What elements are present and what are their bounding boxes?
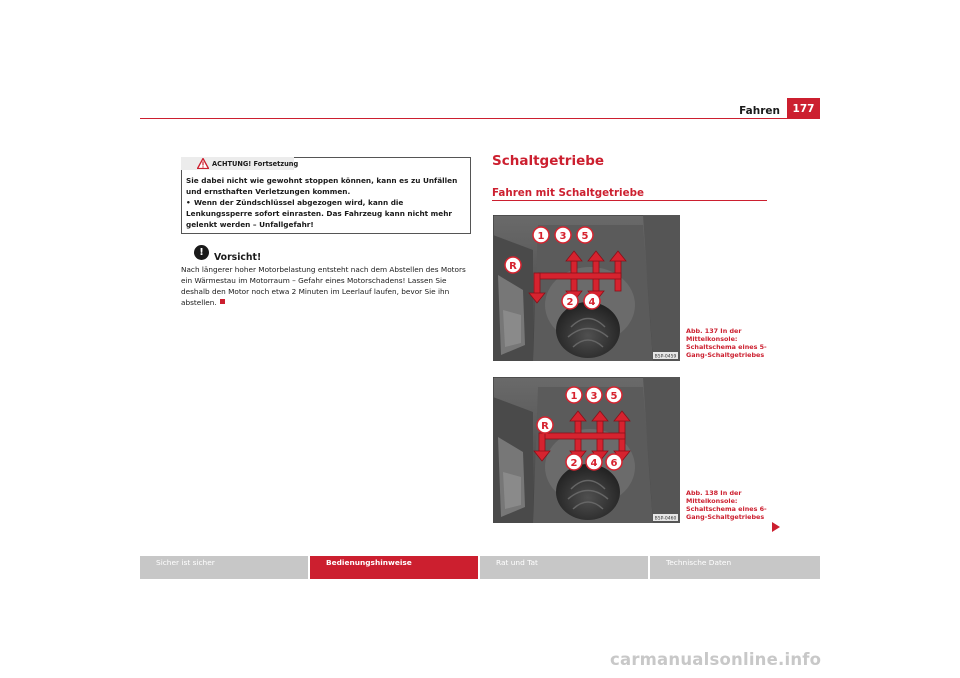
footer-tab-sicher-ist-sicher[interactable]: Sicher ist sicher bbox=[140, 556, 308, 579]
bullet-icon: • bbox=[186, 198, 191, 207]
subsection-title: Fahren mit Schaltgetriebe bbox=[492, 187, 644, 199]
warning-line-1: Sie dabei nicht wie gewohnt stoppen können, kann es zu Unfällen und ernsthaften Verletzungen kommen. bbox=[186, 176, 458, 196]
caution-text bbox=[181, 264, 473, 308]
figure-6-gear-photo bbox=[493, 377, 680, 523]
fig2-gear-6: 6 bbox=[610, 458, 618, 469]
fig1-code: B5P-0459 bbox=[654, 354, 677, 360]
footer-tab-rat-und-tat[interactable]: Rat und Tat bbox=[480, 556, 648, 579]
running-header-title: Fahren bbox=[739, 105, 780, 117]
figure-138-caption: Abb. 138 In der Mittelkonsole: Schaltschema eines 6-Gang-Schaltgetriebes bbox=[686, 489, 767, 521]
header-rule bbox=[140, 118, 820, 119]
warning-triangle-icon bbox=[197, 158, 209, 169]
fig1-gear-r: R bbox=[509, 261, 517, 272]
fig1-gear-2: 2 bbox=[566, 297, 574, 308]
watermark: carmanualsonline.info bbox=[610, 650, 822, 669]
figure-5-gear-photo bbox=[493, 215, 680, 361]
caution-body: Nach längerer hoher Motorbelastung entsteht nach dem Abstellen des Motors ein Wärmestau im Motorraum – Gefahr eines Motorschadens! Lassen Sie deshalb den Motor noch etwa 2 Minuten im Leerlauf laufen, bevor Sie ihn abstellen. bbox=[181, 265, 466, 307]
warning-heading: ACHTUNG! Fortsetzung bbox=[212, 160, 299, 168]
next-page-arrow-icon[interactable] bbox=[772, 522, 780, 532]
warning-line-2-text: Wenn der Zündschlüssel abgezogen wird, kann die Lenkungssperre sofort einrasten. Das Fahrzeug kann nicht mehr gelenkt werden – Unfallgefahr! bbox=[186, 198, 453, 229]
fig1-gear-5: 5 bbox=[581, 231, 589, 242]
fig2-code: B5P-0460 bbox=[654, 516, 677, 522]
footer-tab-technische-daten[interactable]: Technische Daten bbox=[650, 556, 820, 579]
subsection-rule bbox=[492, 200, 767, 201]
figure-137-caption: Abb. 137 In der Mittelkonsole: Schaltschema eines 5-Gang-Schaltgetriebes bbox=[686, 327, 767, 359]
fig2-gear-3: 3 bbox=[590, 391, 598, 402]
fig2-gear-1: 1 bbox=[570, 391, 578, 402]
fig2-gear-4: 4 bbox=[590, 458, 598, 469]
warning-line-2 bbox=[186, 197, 468, 230]
fig1-gear-4: 4 bbox=[588, 297, 596, 308]
caution-icon: ! bbox=[194, 245, 209, 260]
fig2-gear-r: R bbox=[541, 421, 549, 432]
fig1-gear-1: 1 bbox=[537, 231, 545, 242]
fig2-gear-2: 2 bbox=[570, 458, 578, 469]
section-title: Schaltgetriebe bbox=[492, 153, 605, 169]
end-mark-icon bbox=[220, 299, 225, 304]
fig1-gear-3: 3 bbox=[559, 231, 567, 242]
caution-title: Vorsicht! bbox=[214, 252, 262, 263]
warning-text bbox=[186, 175, 468, 230]
footer-tab-bedienungshinweise[interactable]: Bedienungshinweise bbox=[310, 556, 478, 579]
fig2-gear-5: 5 bbox=[610, 391, 618, 402]
page-number: 177 bbox=[787, 98, 820, 119]
